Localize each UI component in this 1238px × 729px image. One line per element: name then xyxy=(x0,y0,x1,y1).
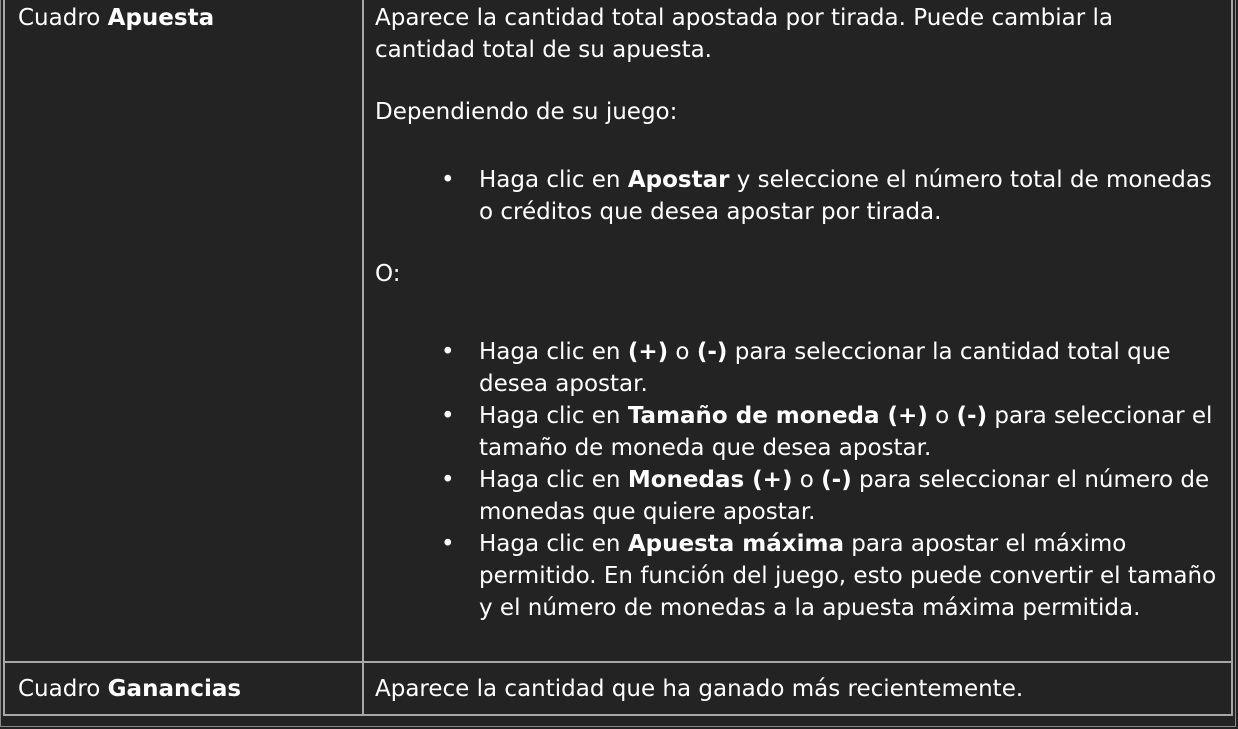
bullet-icon: • xyxy=(441,467,455,493)
label-cell-apuesta xyxy=(4,0,363,662)
list-item xyxy=(441,164,1217,228)
label-bold: Ganancias xyxy=(107,676,242,702)
intro-paragraph: Aparece la cantidad total apostada por tirada. Puede cambiar la cantidad total de su apuesta. xyxy=(375,5,1113,63)
item-bold: (-) xyxy=(696,339,728,365)
item-bold: Apuesta máxima xyxy=(627,531,844,557)
bullet-icon: • xyxy=(441,339,455,365)
list-item xyxy=(441,528,1217,624)
bullet-icon: • xyxy=(441,167,455,193)
item-bold: (-) xyxy=(956,403,988,429)
bullet-list xyxy=(375,164,1217,228)
list-item xyxy=(441,464,1217,528)
item-text: o xyxy=(668,339,697,365)
label-prefix: Cuadro xyxy=(18,5,108,31)
item-text: para seleccionar la cantidad total que desea apostar. xyxy=(479,339,1171,397)
winnings-paragraph: Aparece la cantidad que ha ganado más recientemente. xyxy=(375,676,1024,702)
bullet-icon: • xyxy=(441,531,455,557)
label-bold: Apuesta xyxy=(107,5,215,31)
item-text: o xyxy=(792,467,822,493)
description-cell-ganancias xyxy=(363,662,1232,715)
item-text: para seleccionar el tamaño de moneda que desea apostar. xyxy=(479,403,1213,461)
item-bold: Monedas (+) xyxy=(627,467,793,493)
row-label xyxy=(18,673,362,705)
help-table xyxy=(3,0,1233,716)
item-bold: (-) xyxy=(821,467,852,493)
item-text: para seleccionar el número de monedas que quiere apostar. xyxy=(479,467,1210,525)
list-item xyxy=(441,336,1217,400)
table-row xyxy=(4,662,1232,715)
list-item xyxy=(441,400,1217,464)
bullet-icon: • xyxy=(441,403,455,429)
label-prefix: Cuadro xyxy=(18,676,108,702)
item-text: o xyxy=(927,403,957,429)
item-text: Haga clic en xyxy=(479,403,628,429)
item-bold: Apostar xyxy=(627,167,730,193)
item-text: Haga clic en xyxy=(479,167,628,193)
item-text: Haga clic en xyxy=(479,339,628,365)
item-text: Haga clic en xyxy=(479,467,628,493)
row-label xyxy=(18,2,362,34)
table-row xyxy=(4,0,1232,662)
or-paragraph: O: xyxy=(375,261,401,287)
depending-paragraph: Dependiendo de su juego: xyxy=(375,99,678,125)
label-cell-ganancias xyxy=(4,662,363,715)
item-text: para apostar el máximo permitido. En función del juego, esto puede convertir el tamaño y el número de monedas a la apuesta máxima permitida. xyxy=(479,531,1217,621)
item-text: y seleccione el número total de monedas o créditos que desea apostar por tirada. xyxy=(479,167,1212,225)
item-text: Haga clic en xyxy=(479,531,628,557)
item-bold: (+) xyxy=(627,339,669,365)
description-cell-apuesta xyxy=(363,0,1232,662)
bullet-list xyxy=(375,336,1217,624)
item-bold: Tamaño de moneda (+) xyxy=(627,403,928,429)
